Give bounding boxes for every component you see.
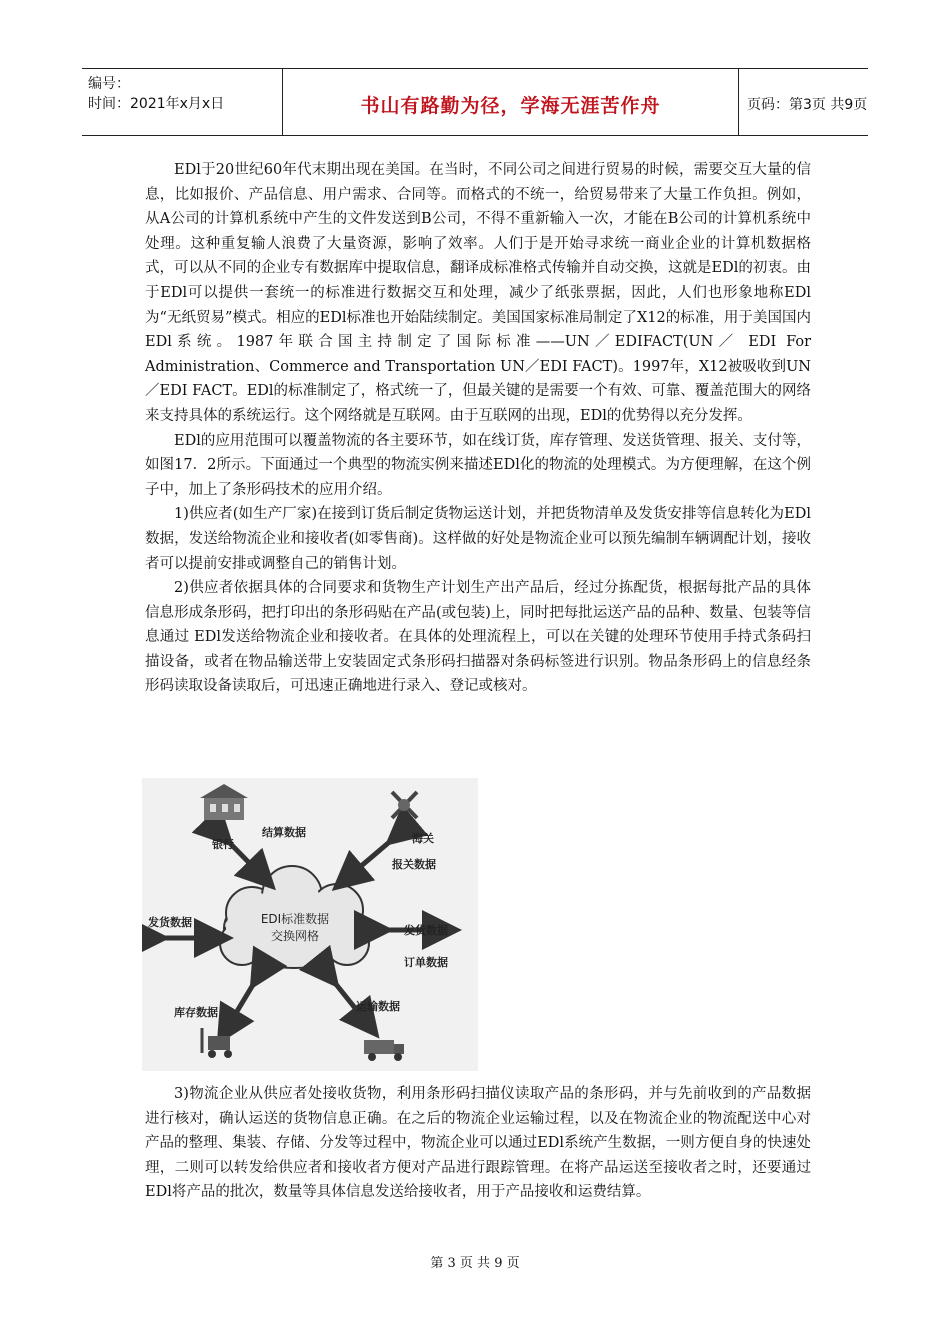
paragraph-edi-scope: EDl的应用范围可以覆盖物流的各主要环节，如在线订货，库存管理、发送货管理、报关、支付等，如图17．2所示。下面通过一个典型的物流实例来描述EDl化的物流的处理模式。为方便理解，在这个例子中，加上了条形码技术的应用介绍。: [145, 432, 811, 498]
document-time-label: 时间：2021年x月x日: [88, 96, 225, 112]
header-page-cell: [737, 69, 868, 135]
motto-text: 书山有路勤为径，学海无涯苦作舟: [360, 95, 661, 117]
paragraph-step-3: 3)物流企业从供应者处接收货物，利用条形码扫描仪读取产品的条形码，并与先前收到的产品数据进行核对，确认运送的货物信息正确。在之后的物流企业运输过程，以及在物流企业的物流配送中心对产品的整理、集装、存储、分发等过程中，物流企业可以通过EDl系统产生数据，一则方便自身的快速处理，二则可以转发给供应者和接收者方便对产品进行跟踪管理。在将产品运送至接收者之时，还要通过EDl将产品的批次，数量等具体信息发送给接收者，用于产品接收和运费结算。: [145, 1086, 811, 1201]
body-text-block-after-figure: [145, 1082, 811, 1205]
label-order-data: 订单数据: [404, 956, 448, 969]
cloud-label-line1: EDI标准数据: [260, 912, 330, 926]
document-number-label: 编号：: [88, 76, 130, 92]
paragraph-step-2: 2)供应者依据具体的合同要求和货物生产计划生产出产品后，经过分拣配货，根据每批产品的具体信息形成条形码，把打印出的条形码贴在产品(或包装)上，同时把每批运送产品的品种、数量、包装等信息通过 EDl发送给物流企业和接收者。在具体的处理流程上，可以在关键的处理环节使用手持式条码扫描设备，或者在物品输送带上安装固定式条形码扫描器对条码标签进行识别。物品条形码上的信息经条形码读取设备读取后，可迅速正确地进行录入、登记或核对。: [145, 580, 811, 695]
body-text-block: [145, 158, 811, 699]
header-page-number: 页码：第3页 共9页: [747, 97, 868, 113]
truck-icon: [364, 1040, 404, 1061]
paragraph-step-1: 1)供应者(如生产厂家)在接到订货后制定货物运送计划，并把货物清单及发货安排等信息转化为EDl数据，发送给物流企业和接收者(如零售商)。这样做的好处是物流企业可以预先编制车辆调配计划，接收者可以提前安排或调整自己的销售计划。: [145, 506, 811, 572]
bank-building-icon: [200, 784, 248, 820]
paragraph-edi-history: EDl于20世纪60年代末期出现在美国。在当时，不同公司之间进行贸易的时候，需要交互大量的信息，比如报价、产品信息、用户需求、合同等。而格式的不统一，给贸易带来了大量工作负担。例如，从A公司的计算机系统中产生的文件发送到B公司，不得不重新输入一次，才能在B公司的计算机系统中处理。这种重复输人浪费了大量资源，影响了效率。人们于是开始寻求统一商业企业的计算机数据格式，可以从不同的企业专有数据库中提取信息，翻译成标准格式传输并自动交换，这就是EDl的初衷。由于EDl可以提供一套统一的标准进行数据交互和处理，减少了纸张票据，因此，人们也形象地称EDl为“无纸贸易”模式。相应的EDl标准也开始陆续制定。美国国家标准局制定了X12的标准，用于美国国内 EDl系统。1987年联合国主持制定了国际标准——UN／EDIFACT(UN／ EDI For Administration、Commerce and Transportation UN／EDI FACT)。1997年，X12被吸收到UN／EDI FACT。EDl的标准制定了，格式统一了，但最关键的是需要一个有效、可靠、覆盖范围大的网络来支持具体的系统运行。这个网络就是互联网。由于互联网的出现，EDl的优势得以充分发挥。: [145, 162, 811, 424]
label-customs-data: 报关数据: [392, 858, 436, 871]
label-shipping-right: 发货数据: [404, 924, 448, 937]
label-customs: 海关: [412, 832, 434, 845]
label-inventory-data: 库存数据: [174, 1006, 218, 1019]
label-shipping-left: 发货数据: [148, 916, 192, 929]
forklift-icon: [202, 1028, 232, 1058]
customs-emblem-icon: [392, 792, 417, 818]
header-meta: [82, 69, 282, 135]
label-bank: 银行: [212, 838, 234, 851]
edi-network-figure: [142, 778, 478, 1071]
bottom-left-arrow: [227, 973, 260, 1028]
page-footer: 第 3 页 共 9 页: [430, 1256, 520, 1271]
header-table: [82, 68, 868, 136]
cloud-label-line2: 交换网格: [270, 929, 320, 943]
header-motto-cell: [282, 69, 739, 135]
label-transport-data: 运输数据: [356, 1000, 400, 1013]
label-settlement-data: 结算数据: [262, 826, 306, 839]
